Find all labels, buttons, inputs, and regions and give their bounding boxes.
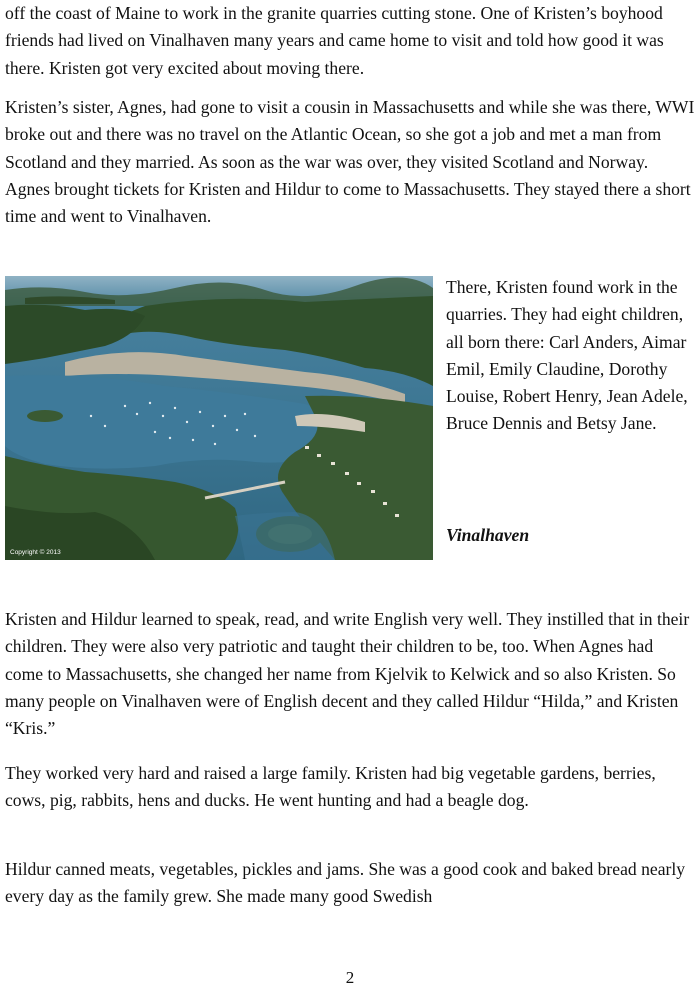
paragraph-quarries: off the coast of Maine to work in the granite quarries cutting stone. One of Kristen’s boyhood friends had lived on Vinalhaven many years and came home to visit and told how good it was there. Kristen got very excited about moving there.	[5, 3, 664, 78]
vinalhaven-aerial-photo	[5, 276, 433, 560]
photo-copyright-label: Copyright © 2013	[10, 549, 61, 556]
paragraph-english: Kristen and Hildur learned to speak, read, and write English very well. They instilled that in their children. They were also very patriotic and taught their children to be, too. When Agnes had come to Massachusetts, she changed her name from Kjelvik to Kelwick and so also Kristen. So many people on Vinalhaven were of English decent and they called Hildur “Hilda,” and Kristen “Kris.”	[5, 609, 690, 739]
paragraph-family-work: They worked very hard and raised a large family. Kristen had big vegetable gardens, berries, cows, pig, rabbits, hens and ducks. He went hunting and had a beagle dog.	[5, 763, 656, 811]
paragraph-hildur: Hildur canned meats, vegetables, pickles and jams. She was a good cook and baked bread nearly every day as the family grew. She made many good Swedish	[5, 859, 686, 907]
paragraph-children: There, Kristen found work in the quarries. They had eight children, all born there: Carl Anders, Aimar Emil, Emily Claudine, Dorothy Louise, Robert Henry, Jean Adele, Bruce Dennis and Betsy Jane.	[446, 277, 688, 434]
figure-row	[5, 274, 695, 564]
figure-caption: Vinalhaven	[446, 525, 530, 545]
paragraph-agnes: Kristen’s sister, Agnes, had gone to visit a cousin in Massachusetts and while she was there, WWI broke out and there was no travel on the Atlantic Ocean, so she got a job and met a man from Scotland and they married. As soon as the war was over, they visited Scotland and Norway. Agnes brought tickets for Kristen and Hildur to come to Massachusetts. They stayed there a short time and went to Vinalhaven.	[5, 97, 695, 227]
page-number: 2	[345, 968, 355, 987]
